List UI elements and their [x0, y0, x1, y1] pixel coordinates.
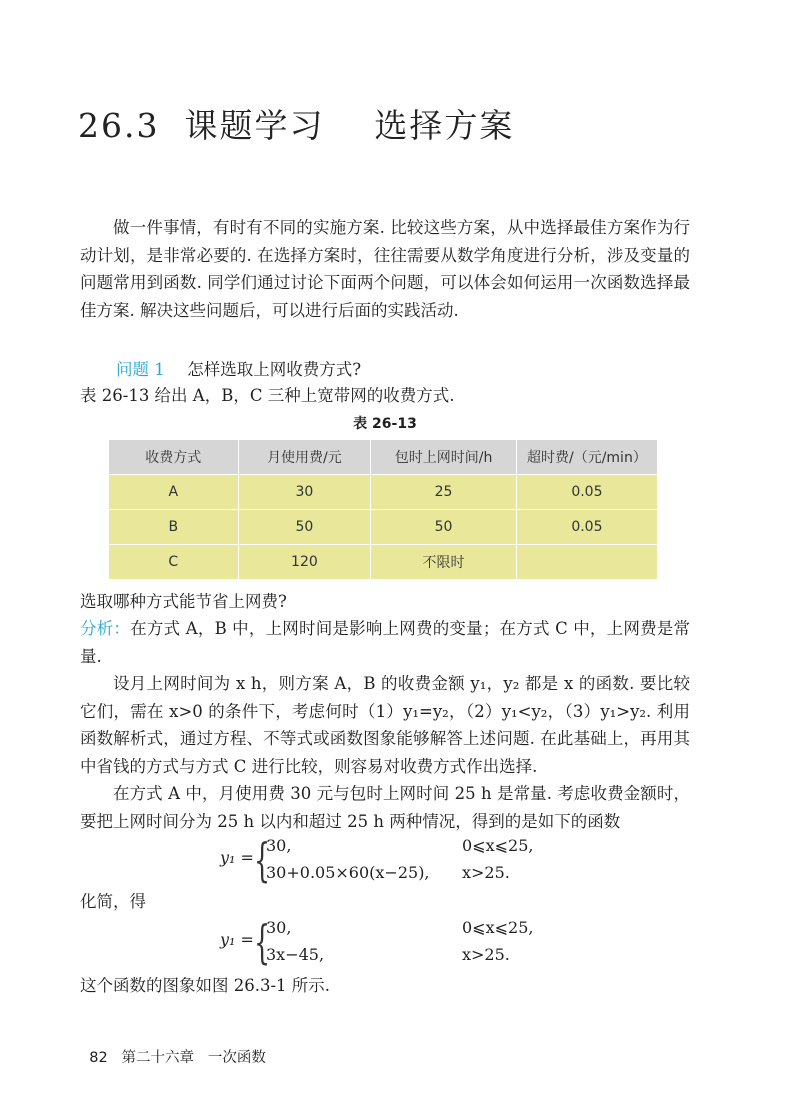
table-row — [109, 475, 658, 510]
piecewise-formula-2 — [220, 916, 560, 970]
table-cell: 0.05 — [516, 510, 657, 545]
case-condition: 0⩽x⩽25, — [462, 918, 534, 937]
table-cell: 25 — [371, 475, 517, 510]
table-cell: 0.05 — [516, 475, 657, 510]
table-row — [109, 545, 658, 580]
section-title: 26.3 课题学习 选择方案 — [78, 106, 515, 145]
closing-line: 这个函数的图象如图 26.3-1 所示. — [80, 976, 331, 995]
page-footer — [80, 1030, 266, 1067]
table-row — [109, 510, 658, 545]
piecewise-formula-1 — [220, 834, 560, 888]
table-caption: 表 26-13 — [353, 416, 417, 432]
problem1-label: 问题 1 — [116, 360, 165, 379]
simplify-label: 化简，得 — [80, 892, 146, 911]
problem1-line — [116, 356, 726, 384]
case-expression: 30, — [266, 836, 292, 855]
brace-symbol: { — [254, 915, 271, 969]
intro-paragraph: 做一件事情，有时有不同的实施方案. 比较这些方案，从中选择最佳方案作为行动计划，是非常必要的. 在选择方案时，往往需要从数学角度进行分析，涉及变量的问题常用到函数. 同学们通过讨论下面两个问题，可以体会如何运用一次函数选择最佳方案. 解决这些问题后，可以进行后面的实践活动. — [80, 218, 690, 320]
analysis-label: 分析： — [80, 619, 131, 638]
table-cell: A — [109, 475, 239, 510]
fee-table — [108, 439, 658, 580]
case-split-paragraph: 在方式 A 中，月使用费 30 元与包时上网时间 25 h 是常量. 考虑收费金额时，要把上网时间分为 25 h 以内和超过 25 h 两种情况，得到的是如下的函数 — [80, 784, 690, 831]
case-expression: 3x−45, — [266, 945, 325, 964]
table-cell: C — [109, 545, 239, 580]
table-header-cell: 月使用费/元 — [238, 440, 371, 475]
brace-symbol: { — [254, 833, 271, 887]
case-expression: 30, — [266, 918, 292, 937]
case-expression: 30+0.05×60(x−25), — [266, 863, 430, 882]
variables-paragraph: 设月上网时间为 x h，则方案 A，B 的收费金额 y₁，y₂ 都是 x 的函数. 要比较它们，需在 x>0 的条件下，考虑何时（1）y₁=y₂，（2）y₁<y₂，（3）y₁>y₂. 利用函数解析式，通过方程、不等式或函数图象能够解答上述问题. 在此基础上，再用其中省钱的方式与方式 C 进行比较，则容易对收费方式作出选择. — [80, 674, 690, 776]
analysis-text: 在方式 A，B 中，上网时间是影响上网费的变量；在方式 C 中，上网费是常量. — [80, 619, 690, 666]
table-header-row — [109, 440, 658, 475]
case-condition: x>25. — [462, 945, 510, 964]
table-cell: 50 — [238, 510, 371, 545]
analysis-paragraph — [80, 615, 690, 670]
table-intro: 表 26-13 给出 A，B，C 三种上宽带网的收费方式. — [80, 386, 455, 405]
table-header-cell: 超时费/（元/min） — [516, 440, 657, 475]
table-cell: B — [109, 510, 239, 545]
formula-lhs: y₁ = — [220, 848, 254, 867]
table-cell: 不限时 — [371, 545, 517, 580]
case-condition: x>25. — [462, 863, 510, 882]
table-header-cell: 包时上网时间/h — [371, 440, 517, 475]
chapter-title: 第二十六章 一次函数 — [121, 1050, 266, 1066]
table-cell: 120 — [238, 545, 371, 580]
question-after-table: 选取哪种方式能节省上网费? — [80, 592, 287, 611]
problem1-question: 怎样选取上网收费方式? — [187, 360, 362, 379]
table-header-cell: 收费方式 — [109, 440, 239, 475]
table-cell — [516, 545, 657, 580]
formula-lhs: y₁ = — [220, 930, 254, 949]
table-cell: 50 — [371, 510, 517, 545]
case-condition: 0⩽x⩽25, — [462, 836, 534, 855]
page-number: 82 — [89, 1050, 108, 1066]
table-cell: 30 — [238, 475, 371, 510]
